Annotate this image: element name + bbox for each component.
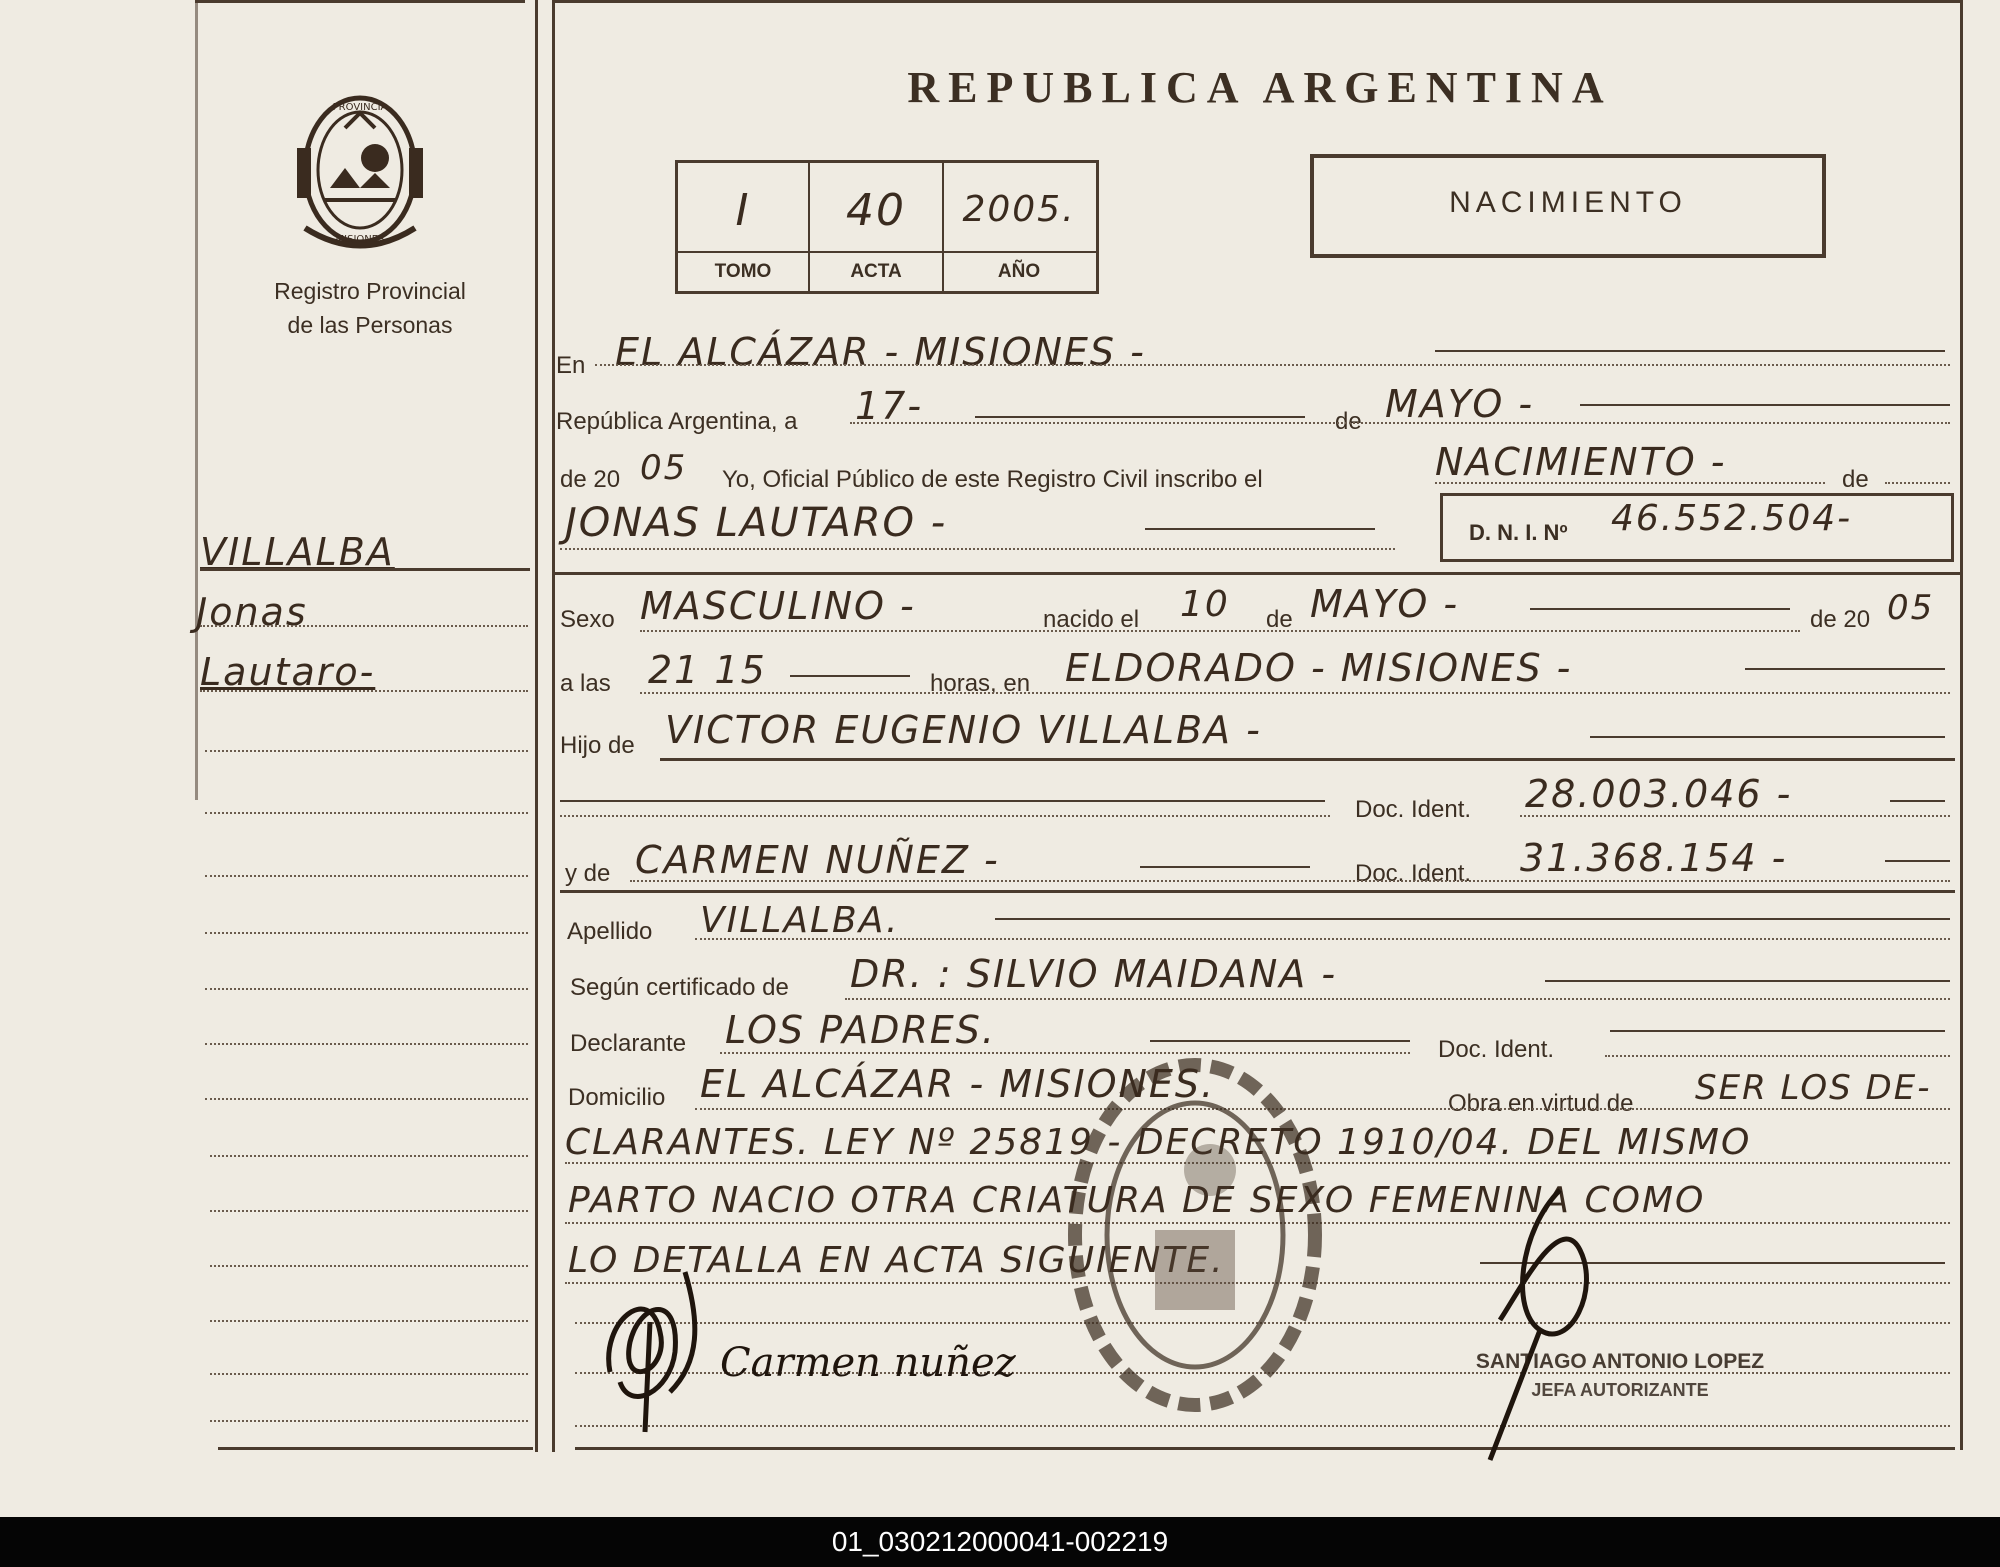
form-line: [640, 630, 1800, 632]
birth-month-label: de: [1266, 606, 1293, 633]
registry-name-line1: Registro Provincial: [274, 278, 466, 304]
father-name-value: VICTOR EUGENIO VILLALBA -: [665, 708, 1262, 752]
margin-line: [205, 1098, 528, 1100]
margin-line: [200, 625, 528, 627]
page-title: REPUBLICA ARGENTINA: [907, 63, 1613, 112]
fill-line: [1745, 668, 1945, 670]
image-code-bar: [0, 1517, 2000, 1567]
fill-line: [1890, 800, 1945, 802]
declarant-value: LOS PADRES.: [725, 1008, 997, 1052]
margin-second-name: Lautaro-: [200, 650, 376, 694]
form-line: [845, 998, 1950, 1000]
margin-line: [205, 988, 528, 990]
of-label: de: [1842, 466, 1869, 493]
acta-value: 40: [846, 185, 906, 236]
mother-label: y de: [565, 860, 611, 887]
birth-year-value: 05: [1887, 588, 1935, 628]
form-line: [630, 880, 1950, 882]
acta-label: ACTA: [850, 261, 902, 282]
fill-line: [790, 675, 910, 677]
margin-first-name: Jonas: [196, 590, 308, 634]
official-stamp-title: JEFA AUTORIZANTE: [1531, 1380, 1709, 1400]
sex-value: MASCULINO -: [640, 584, 916, 628]
mother-signature: Carmen nuñez: [720, 1340, 1016, 1386]
margin-bottom-rule: [218, 1447, 533, 1450]
fill-line: [1545, 980, 1950, 982]
margin-line: [210, 1155, 528, 1157]
margin-line: [205, 875, 528, 877]
margin-line: [210, 1320, 528, 1322]
fill-line: [1140, 866, 1310, 868]
form-line: [560, 548, 1395, 550]
form-line: [575, 1425, 1950, 1427]
margin-line: [205, 1043, 528, 1045]
place-label: En: [556, 352, 586, 379]
notes-line1: CLARANTES. LEY Nº 25819 - DECRETO 1910/04. DEL MISMO: [565, 1122, 1752, 1163]
fill-line: [1530, 608, 1790, 610]
ano-value: 2005.: [962, 189, 1076, 230]
image-code: 01_030212000041-002219: [831, 1526, 1169, 1557]
birth-month-value: MAYO -: [1310, 582, 1460, 626]
column-divider: [535, 0, 538, 1452]
date-label: República Argentina, a: [556, 408, 798, 435]
birth-year-label: de 20: [1810, 606, 1871, 633]
form-line: [850, 422, 1950, 424]
by-virtue-label: Obra en virtud de: [1448, 1090, 1634, 1117]
form-line: [560, 815, 1330, 817]
form-bottom-rule: [575, 1447, 1955, 1450]
year-label: de 20: [560, 466, 621, 493]
mother-doc-label: Doc. Ident.: [1355, 860, 1472, 887]
margin-line: [205, 812, 528, 814]
form-line: [640, 692, 1950, 694]
birth-day-value: 10: [1180, 584, 1230, 625]
address-value: EL ALCÁZAR - MISIONES.: [700, 1062, 1216, 1106]
official-signature-icon: [1480, 1170, 1640, 1470]
address-label: Domicilio: [568, 1084, 666, 1111]
year-value: 05: [640, 448, 688, 488]
father-doc-value: 28.003.046 -: [1525, 772, 1793, 816]
dni-value: 46.552.504-: [1611, 498, 1853, 539]
province-seal-icon: [285, 88, 435, 253]
declarant-doc-label: Doc. Ident.: [1438, 1036, 1555, 1063]
official-stamp-icon: [1060, 1050, 1330, 1420]
margin-surname: VILLALBA: [200, 530, 395, 574]
margin-line: [205, 750, 528, 752]
top-rule-right: [552, 0, 1962, 3]
father-label: Hijo de: [560, 732, 635, 759]
svg-text:PROVINCIA: PROVINCIA: [332, 102, 388, 113]
official-stamp-name: SANTIAGO ANTONIO LOPEZ: [1475, 1350, 1765, 1373]
form-line: [1885, 482, 1950, 484]
record-type-label: NACIMIENTO: [1449, 186, 1687, 219]
surname-label: Apellido: [567, 918, 653, 945]
born-on-label: nacido el: [1043, 606, 1140, 633]
form-line: [595, 364, 1950, 366]
tomo-label: TOMO: [714, 261, 772, 282]
dni-box: [1440, 493, 1954, 562]
birth-time-value: 21 15: [648, 648, 767, 692]
fill-line: [1150, 1040, 1410, 1042]
fill-line: [560, 800, 1325, 802]
sex-label: Sexo: [560, 606, 615, 633]
registry-name-line2: de las Personas: [287, 312, 453, 338]
margin-line: [200, 690, 528, 692]
margin-line: [210, 1373, 528, 1375]
fill-line: [975, 416, 1305, 418]
place-value: EL ALCÁZAR - MISIONES -: [615, 330, 1146, 374]
form-line: [1520, 815, 1950, 817]
record-kind-value: NACIMIENTO -: [1435, 440, 1727, 484]
mother-name-value: CARMEN NUÑEZ -: [635, 838, 1000, 882]
notes-line2: PARTO NACIO OTRA CRIATURA DE SEXO FEMENINA COMO: [568, 1180, 1706, 1221]
fill-underline: [660, 758, 1955, 761]
form-line: [695, 938, 1950, 940]
svg-text:MISIONES: MISIONES: [335, 234, 385, 245]
column-divider-inner: [552, 0, 555, 1452]
official-statement: Yo, Oficial Público de este Registro Civil inscribo el: [722, 466, 1263, 493]
surname-value: VILLALBA.: [700, 900, 900, 941]
margin-line: [210, 1420, 528, 1422]
dni-label: D. N. I. Nº: [1469, 520, 1568, 545]
record-type-box: [1310, 154, 1826, 258]
right-border-line: [1960, 0, 1963, 1450]
certificate-label: Según certificado de: [570, 974, 789, 1001]
date-month-value: MAYO -: [1385, 382, 1535, 426]
time-label: a las: [560, 670, 611, 697]
signature-scribble-icon: [590, 1262, 730, 1437]
record-number-box: [675, 160, 1099, 294]
birth-place-value: ELDORADO - MISIONES -: [1065, 646, 1573, 690]
fill-line: [1610, 1030, 1945, 1032]
certificate-doctor-value: DR. : SILVIO MAIDANA -: [850, 952, 1338, 996]
margin-line: [210, 1210, 528, 1212]
top-rule-left: [195, 0, 525, 3]
child-name-value: JONAS LAUTARO -: [565, 500, 948, 546]
hours-in-label: horas, en: [930, 670, 1031, 697]
fill-line: [1145, 528, 1375, 530]
fill-line: [1885, 860, 1950, 862]
margin-line: [210, 1265, 528, 1267]
margin-rule: [200, 568, 530, 571]
fill-line: [1435, 350, 1945, 352]
fill-line: [1590, 736, 1945, 738]
fill-line: [1580, 404, 1950, 406]
date-month-label: de: [1335, 408, 1362, 435]
mother-doc-value: 31.368.154 -: [1520, 836, 1788, 880]
fill-line: [995, 918, 1950, 920]
form-line: [1605, 1055, 1950, 1057]
section-rule: [560, 890, 1955, 893]
ano-label: AÑO: [997, 261, 1041, 282]
by-virtue-value: SER LOS DE-: [1695, 1068, 1932, 1108]
section-rule: [555, 572, 1960, 575]
form-line: [1435, 482, 1825, 484]
father-doc-label: Doc. Ident.: [1355, 796, 1472, 823]
date-day-value: 17-: [855, 384, 924, 428]
notes-line3: LO DETALLA EN ACTA SIGUIENTE.: [568, 1240, 1225, 1281]
tomo-value: I: [735, 185, 751, 236]
declarant-label: Declarante: [570, 1030, 687, 1057]
left-border-line: [195, 0, 198, 800]
box-divider: [678, 251, 1096, 253]
margin-line: [205, 932, 528, 934]
